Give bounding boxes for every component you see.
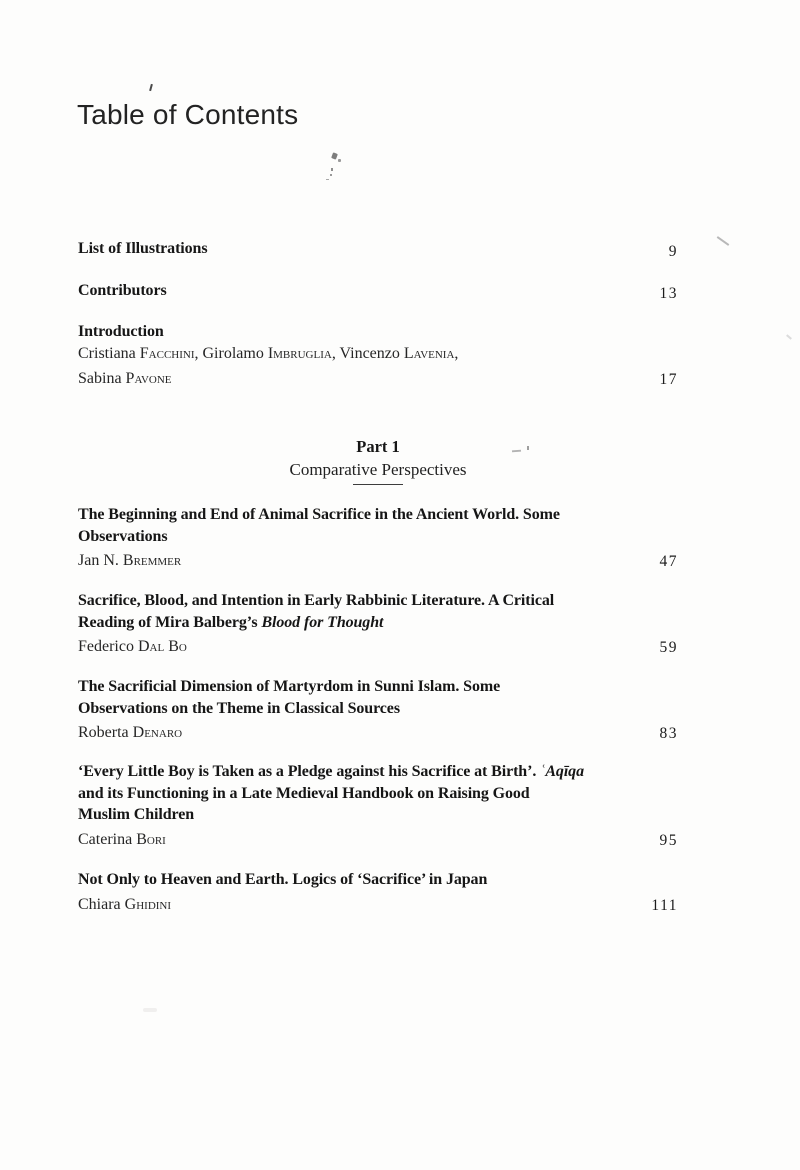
author-name: Chiara (78, 895, 125, 913)
author-surname: Pavone (125, 369, 172, 387)
part-heading: Part 1 (356, 437, 400, 456)
toc-entry (78, 504, 678, 572)
part-subheading: Comparative Perspectives (289, 460, 467, 479)
entry-authors (78, 636, 678, 658)
page-number: 111 (651, 896, 678, 914)
page-number: 95 (659, 831, 678, 849)
toc-entry-list-of-illustrations (78, 238, 678, 260)
scan-scratch (717, 236, 730, 246)
page-number: 83 (659, 725, 678, 742)
page-title: Table of Contents (77, 99, 299, 130)
part-rule (353, 484, 403, 485)
entry-title: Contributors (78, 282, 167, 299)
scan-speck (331, 152, 338, 159)
toc-entry (78, 761, 678, 851)
entry-authors (78, 722, 678, 744)
entry-title-line: The Beginning and End of Animal Sacrifice in the Ancient World. Some (78, 506, 560, 523)
entry-title-line: Muslim Children (78, 806, 195, 823)
author-name: Sabina (78, 369, 126, 387)
author-surname: Dal Bo (137, 638, 187, 655)
entry-title-line: and its Functioning in a Late Medieval Handbook on Raising Good (78, 784, 530, 802)
author-surname: Imbruglia (267, 344, 332, 362)
scan-speck (330, 174, 332, 176)
scan-speck (331, 168, 333, 171)
author-name: Jan N. (78, 552, 123, 569)
author-name: Caterina (78, 830, 137, 848)
entry-title-line: Reading of Mira Balberg’s (78, 613, 262, 631)
author-name: , Vincenzo (331, 344, 404, 362)
author-name: Roberta (78, 724, 133, 741)
entry-title-line: The Sacrificial Dimension of Martyrdom in Sunni Islam. Some (78, 678, 501, 695)
entry-authors (78, 550, 678, 572)
entry-title: Introduction (78, 323, 164, 340)
toc-entry-contributors (78, 280, 678, 302)
toc-entry (78, 676, 678, 744)
part-heading-block (78, 435, 678, 485)
author-surname: Ghidini (124, 895, 172, 913)
author-surname: Denaro (132, 724, 183, 741)
entry-authors (78, 894, 678, 916)
entry-title-line: Observations (78, 527, 168, 545)
author-surname: Lavenia (403, 344, 455, 362)
toc-entry (78, 869, 678, 916)
entry-title-line: Sacrifice, Blood, and Intention in Early Rabbinic Literature. A Critical (78, 592, 555, 609)
entry-title-line: Not Only to Heaven and Earth. Logics of ‘Sacrifice’ in Japan (78, 871, 488, 888)
entry-title-italic: Blood for Thought (261, 613, 384, 631)
author-surname: Bremmer (122, 552, 182, 569)
author-surname: Bori (136, 830, 166, 848)
page-number: 13 (659, 285, 678, 302)
entry-authors (78, 368, 678, 390)
scan-speck (149, 84, 153, 91)
author-name: , Girolamo (194, 344, 268, 362)
page-number: 9 (668, 243, 678, 260)
author-name: Federico (78, 638, 138, 655)
author-name: Cristiana (78, 344, 140, 362)
entry-title-italic: ʿAqīqa (540, 763, 584, 780)
page-number: 59 (659, 639, 678, 656)
page-number: 47 (659, 553, 678, 570)
author-surname: Facchini (139, 344, 195, 362)
toc-entry-introduction (78, 321, 678, 390)
entry-title: List of Illustrations (78, 240, 208, 257)
entry-authors (78, 829, 678, 851)
toc-entry (78, 590, 678, 658)
entry-title-line: Observations on the Theme in Classical Sources (78, 699, 400, 717)
entry-authors (78, 343, 678, 365)
entry-title-line: ‘Every Little Boy is Taken as a Pledge against his Sacrifice at Birth’. (78, 763, 541, 780)
scan-speck (338, 159, 341, 162)
scan-smudge (143, 1008, 157, 1012)
scan-speck (326, 179, 329, 180)
scan-speck (786, 334, 792, 339)
page-number: 17 (659, 370, 678, 388)
author-name: , (454, 344, 459, 362)
